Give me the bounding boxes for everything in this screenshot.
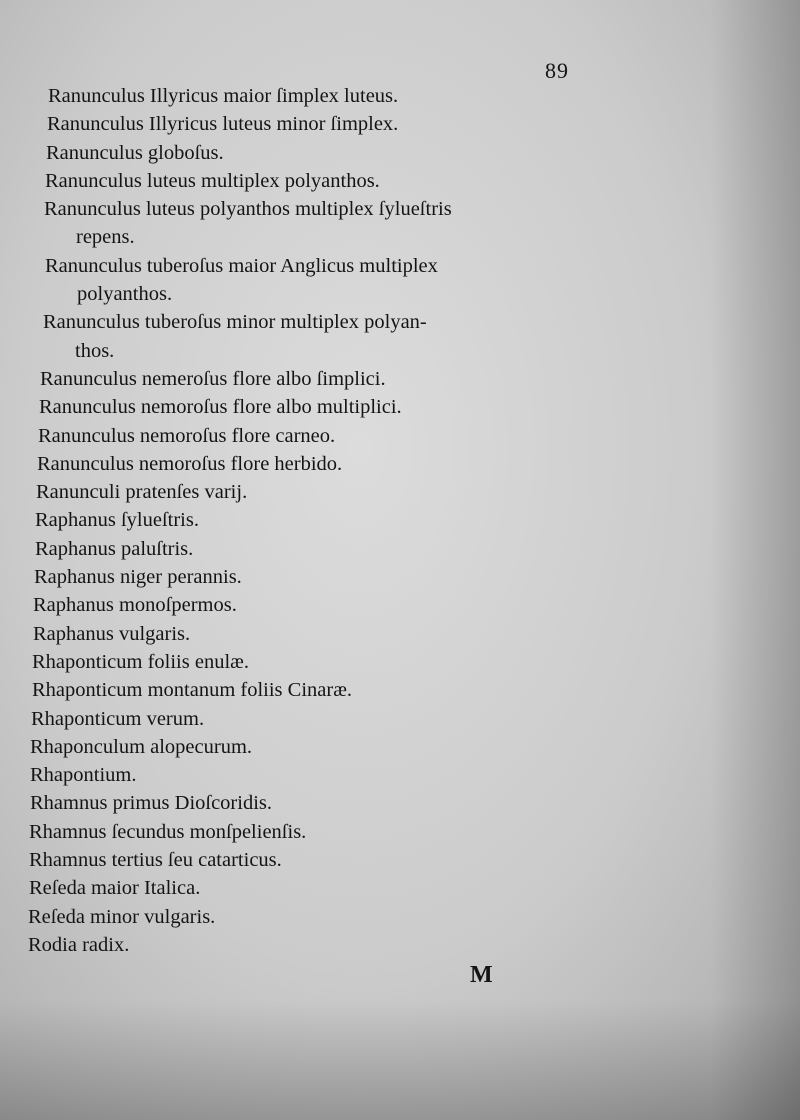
entry-text: Ranunculus luteus multiplex polyanthos. xyxy=(45,169,380,192)
list-item xyxy=(0,478,620,506)
entry-text: Ranunculus luteus polyanthos multiplex ſylueſtris xyxy=(44,198,452,221)
entry-text: Ranunculus nemoroſus flore carneo. xyxy=(38,424,336,447)
plant-name-list xyxy=(0,82,620,959)
list-item xyxy=(0,365,620,393)
list-item xyxy=(0,535,620,563)
list-item xyxy=(0,252,620,309)
list-item xyxy=(0,705,620,733)
entry-text: Rhaponticum foliis enulæ. xyxy=(32,650,249,673)
list-item xyxy=(0,620,620,648)
list-item xyxy=(0,82,620,110)
list-item xyxy=(0,506,620,534)
entry-continuation: polyanthos. xyxy=(77,283,173,306)
entry-text: Rhamnus tertius ſeu catarticus. xyxy=(29,849,282,872)
entry-text: Ranunculus Illyricus luteus minor ſimplex. xyxy=(47,113,399,136)
entry-text: Rhaponculum alopecurum. xyxy=(30,735,253,758)
list-item xyxy=(0,591,620,619)
entry-text: Reſeda maior Italica. xyxy=(29,877,201,900)
entry-text: Rhamnus primus Dioſcoridis. xyxy=(30,792,273,815)
list-item xyxy=(0,818,620,846)
list-item xyxy=(0,761,620,789)
list-item xyxy=(0,139,620,167)
entry-text: Ranunculus tuberoſus minor multiplex polyan- xyxy=(43,311,427,334)
entry-text: Raphanus paluſtris. xyxy=(35,537,194,560)
list-item xyxy=(0,789,620,817)
list-item xyxy=(0,308,620,365)
list-item xyxy=(0,110,620,138)
page-edge-shadow xyxy=(710,0,800,1120)
page-number: 89 xyxy=(545,58,569,83)
entry-text: Ranunculus nemoroſus flore herbido. xyxy=(37,452,343,475)
list-item xyxy=(0,846,620,874)
list-item xyxy=(0,676,620,704)
list-item xyxy=(0,422,620,450)
list-item xyxy=(0,903,620,931)
entry-text: Rhamnus ſecundus monſpelienſis. xyxy=(29,820,307,843)
list-item xyxy=(0,931,620,959)
entry-text: Rhaponticum montanum foliis Cinaræ. xyxy=(32,679,353,702)
entry-text: Rhapontium. xyxy=(30,764,137,787)
entry-continuation: repens. xyxy=(76,226,135,249)
entry-text: Ranunculus Illyricus maior ſimplex luteus. xyxy=(48,85,399,107)
entry-text: Rodia radix. xyxy=(28,933,130,956)
entry-text: Raphanus ſylueſtris. xyxy=(35,509,199,532)
page-bottom-shadow xyxy=(0,1000,800,1120)
list-item xyxy=(0,733,620,761)
entry-text: Raphanus monoſpermos. xyxy=(33,594,237,617)
list-item xyxy=(0,393,620,421)
entry-text: Reſeda minor vulgaris. xyxy=(28,905,216,928)
entry-text: Raphanus niger perannis. xyxy=(34,566,242,589)
entry-text: Rhaponticum verum. xyxy=(31,707,205,730)
list-item xyxy=(0,563,620,591)
list-item xyxy=(0,195,620,252)
entry-text: Ranunculus tuberoſus maior Anglicus multiplex xyxy=(45,254,438,277)
list-item xyxy=(0,874,620,902)
list-item xyxy=(0,167,620,195)
entry-text: Ranunculus nemeroſus flore albo ſimplici. xyxy=(40,367,386,390)
list-item xyxy=(0,648,620,676)
list-item xyxy=(0,450,620,478)
entry-text: Ranunculi pratenſes varij. xyxy=(36,481,248,504)
entry-continuation: thos. xyxy=(75,339,115,362)
entry-text: Raphanus vulgaris. xyxy=(33,622,191,645)
entry-text: Ranunculus globoſus. xyxy=(46,141,224,164)
entry-text: Ranunculus nemoroſus flore albo multiplici. xyxy=(39,396,402,419)
signature-mark: M xyxy=(470,962,493,988)
